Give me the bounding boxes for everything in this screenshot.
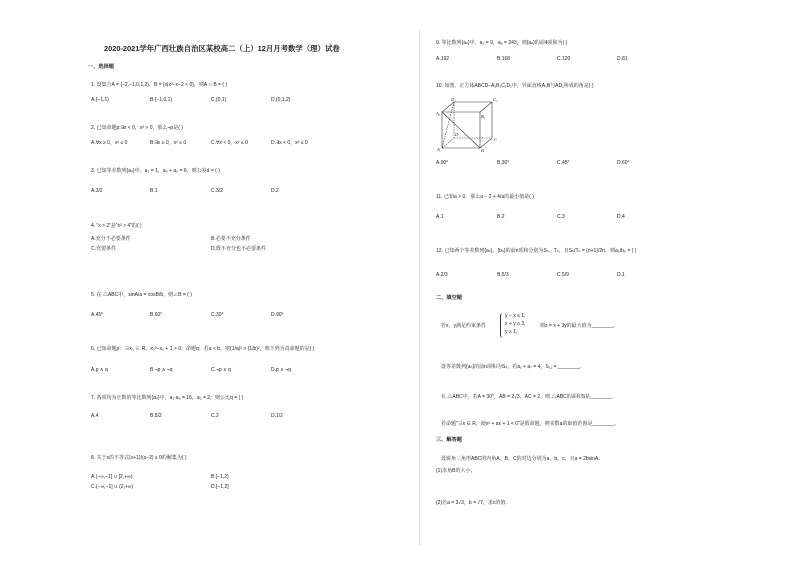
column-divider (419, 30, 420, 545)
q2-option-b: B.∃x ≥ 0，x² ≤ 0 (150, 140, 187, 146)
cube-label-a: A (437, 147, 440, 152)
fill-1-brace (500, 313, 504, 338)
question-9-stem: 9. 等比数列{aₙ}中，a₂ = 9，a₅ = 243，则{aₙ}的前4项和为( ) (436, 40, 568, 46)
q9-option-a: A.192 (436, 56, 450, 62)
cube-label-d1: D₁ (451, 97, 456, 102)
q8-option-d: D.[−1,2] (211, 484, 229, 490)
q2-option-c: C.∀x < 0，x² ≤ 0 (211, 140, 248, 146)
q3-option-a: A.3/2 (91, 188, 103, 194)
q12-option-b: B.5/3 (497, 272, 509, 278)
q4-option-d: D.既不充分也不必要条件 (211, 246, 267, 252)
question-2-stem: 2. 已知命题p:∃x < 0，x² > 0，那么¬p是( ) (91, 125, 183, 131)
q5-option-a: A.45° (91, 312, 104, 318)
q7-option-c: C.2 (211, 413, 219, 419)
cube-figure (436, 96, 500, 152)
question-11-stem: 11. 已知a > 0，那么a − 2 + 4/a的最小值是( ) (436, 194, 534, 200)
q5-option-b: B.60° (150, 312, 163, 318)
q1-option-d: D.{0,1,2} (271, 97, 291, 103)
q6-option-a: A.p ∧ q (91, 367, 108, 373)
question-5-stem: 5. 在 △ABC中，sinA/a = cosB/b，则∠B = ( ) (91, 292, 192, 298)
fill-1-case-1: y − x ≤ 1, (505, 313, 526, 319)
q3-option-c: C.3/2 (211, 188, 223, 194)
q1-option-a: A.{−1,1} (91, 97, 109, 103)
fill-1-tail: 则z = x + 3y的最大值为________. (540, 323, 616, 329)
page-title: 2020-2021学年广西壮族自治区某校高二（上）12月月考数学（理）试卷 (104, 44, 340, 53)
question-6-stem: 6. 已知命题p：∃x₀ ∈ R，x₀²−x₀ + 1 > 0；命题q：若a < b，则(1/a)² > (1/b)²，则下列为真命题的是( ) (91, 346, 315, 352)
section-heading-choice: 一、选择题 (88, 64, 114, 70)
q12-option-c: C.5/9 (557, 272, 569, 278)
cube-label-b: B (481, 148, 484, 152)
q3-option-d: D.2 (271, 188, 279, 194)
q7-option-a: A.4 (91, 413, 99, 419)
q9-option-b: B.168 (497, 56, 511, 62)
q10-option-b: B.30° (497, 160, 510, 166)
q11-option-a: A.1 (436, 214, 444, 220)
cube-label-d: D (455, 132, 459, 137)
cube-label-a1: A₁ (436, 111, 441, 116)
question-12-stem: 12. 已知两个等差数列{aₙ}，{bₙ}的前n项和分别为Sₙ，Tₙ，且Sₙ/Tₙ = (n+1)/2n，则a₅/b₅ = ( ) (436, 248, 637, 254)
fill-1-case-3: y ≥ 1, (505, 329, 518, 335)
q1-option-b: B.{−1,0,1} (150, 97, 173, 103)
question-4-stem: 4. “x > 2”是“x² > 4”的( ) (91, 223, 142, 229)
q11-option-d: D.4 (617, 214, 625, 220)
q10-option-d: D.60° (617, 160, 630, 166)
cube-label-b1: B₁ (481, 114, 486, 119)
q7-option-d: D.1/2 (271, 413, 283, 419)
q9-option-c: C.120 (557, 56, 571, 62)
q2-option-a: A.∀x ≥ 0，x² ≤ 0 (91, 140, 128, 146)
q8-option-b: B.[−1,2) (211, 474, 229, 480)
cube-label-c: C (494, 137, 498, 142)
q11-option-c: C.3 (557, 214, 565, 220)
q3-option-b: B.1 (150, 188, 158, 194)
q6-option-c: C.¬p ∧ q (211, 367, 231, 373)
fill-4: 若命题“∃x ∈ R，使x² + ax + 1 < 0”是假命题，则实数a的取值范围是________. (441, 421, 617, 427)
q9-option-d: D.81 (617, 56, 628, 62)
q12-option-d: D.1 (617, 272, 625, 278)
q4-option-a: A.充分不必要条件 (91, 236, 131, 242)
question-8-stem: 8. 关于x的不等式(x+1)/(x−2) ≤ 0的解集为( ) (91, 455, 187, 461)
q6-option-d: D.p ∧ ¬q (271, 367, 291, 373)
q8-option-c: C.(−∞,−1] ∪ (2,+∞) (91, 484, 134, 490)
fill-2: 设等差数列{aₙ}的前n项和为Sₙ，若a₁ + a₇ = 4，S₁₁ = ________. (441, 364, 582, 370)
section-heading-fill: 二、填空题 (436, 295, 462, 301)
solve-part-2: (2)若a = 3√3，b = √7，求c的值. (436, 500, 507, 506)
fill-3: 在 △ABC中，若A = 30°，AB = 2√3，AC = 2，则 △ABC的面积S是________. (441, 394, 614, 400)
section-heading-solve: 三、解答题 (436, 437, 462, 443)
q10-option-a: A.90° (436, 160, 449, 166)
q4-option-b: B.必要不充分条件 (211, 236, 251, 242)
q8-option-a: A.(−∞,−1] ∪ [2,+∞) (91, 474, 133, 480)
q12-option-a: A.2/3 (436, 272, 448, 278)
solve-part-1: (1)求角B的大小； (436, 468, 476, 474)
q2-option-d: D.∃x < 0，x² ≤ 0 (271, 140, 308, 146)
fill-1-case-2: x + y ≤ 3, (505, 321, 526, 327)
q11-option-b: B.2 (497, 214, 505, 220)
fill-1-lead: 若x，y满足约束条件 (441, 323, 487, 329)
q10-option-c: C.45° (557, 160, 570, 166)
q5-option-d: D.90° (271, 312, 284, 318)
q5-option-c: C.30° (211, 312, 224, 318)
question-3-stem: 3. 已知等差数列{aₙ}中，a₂ = 1，a₃ + a₅ = 6，则公差d = ( ) (91, 168, 220, 174)
solve-stem: 设锐角三角形ABC的内角A，B，C的对边分别为a，b，c，且a = 2bsinA. (441, 456, 600, 462)
question-10-stem: 10. 如图，正方体ABCD−A₁B₁C₁D₁中，异面直线A₁B与AD₁所成的角是( ) (436, 83, 594, 89)
q4-option-c: C.充要条件 (91, 246, 117, 252)
question-1-stem: 1. 设集合A = {−2,−1,0,1,2}，B = {x|x²−x−2 < 0}，则A ∩ B = ( ) (91, 82, 228, 88)
q1-option-c: C.{0,1} (211, 97, 227, 103)
q6-option-b: B.¬p ∧ ¬q (150, 367, 173, 373)
question-7-stem: 7. 各项均为正数的等比数列{aₙ}中，a₁·a₅ = 16，a₂ = 2，则公比q = ( ) (91, 395, 244, 401)
q7-option-b: B.5/2 (150, 413, 162, 419)
cube-label-c1: C₁ (493, 97, 498, 102)
